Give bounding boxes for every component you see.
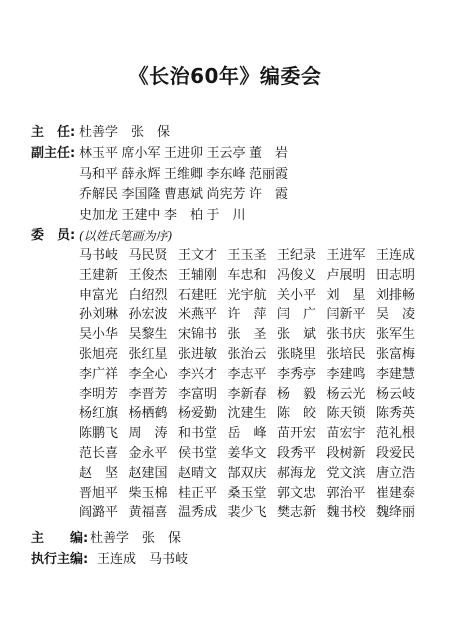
person-name: 金永平	[128, 446, 168, 461]
person-name: 张书庆	[326, 327, 366, 343]
members-row	[0, 245, 450, 267]
person-name: 于 川	[206, 207, 246, 223]
person-name: 刘 星	[326, 287, 366, 303]
members-row	[0, 423, 450, 445]
person-name: 和书堂	[178, 426, 218, 442]
person-name: 唐立浩	[376, 465, 416, 481]
person-name: 郝海龙	[277, 465, 317, 481]
person-name: 杨 毅	[277, 386, 317, 402]
person-name: 张进敏	[178, 347, 218, 362]
person-name: 段爱民	[376, 446, 416, 461]
person-name: 薛永辉	[121, 166, 161, 182]
person-name: 段树新	[326, 446, 366, 461]
person-name: 岳 峰	[227, 426, 267, 442]
members-row	[0, 384, 450, 406]
vice-director-row	[0, 205, 450, 227]
person-name: 赵建国	[128, 465, 168, 481]
person-name: 党文滨	[326, 465, 366, 481]
vice-director-row	[0, 143, 450, 165]
person-name: 郜双庆	[227, 465, 267, 481]
person-name: 姜华文	[227, 446, 267, 461]
person-name: 史加龙	[79, 207, 119, 223]
person-name: 李秀亭	[277, 366, 317, 382]
person-name: 曹惠斌	[164, 187, 204, 202]
person-name: 张军生	[376, 327, 416, 343]
person-name: 张治云	[227, 347, 267, 362]
person-name: 张晓里	[277, 347, 317, 362]
person-name: 白绍烈	[128, 287, 168, 303]
members-row	[0, 265, 450, 287]
person-name: 王维卿	[164, 166, 204, 182]
person-name: 孙刘琳	[79, 307, 119, 323]
person-name: 吴黎生	[128, 327, 168, 343]
chief-editor-row	[0, 528, 450, 550]
page-title: 《长治60年》编委会	[128, 64, 322, 88]
person-name: 孙宏波	[128, 307, 168, 323]
person-name: 许 霞	[249, 187, 289, 202]
person-name: 陈秀英	[376, 406, 416, 422]
members-label: 委 员:	[31, 228, 76, 243]
person-name: 王纪录	[277, 248, 317, 263]
person-name: 晋旭平	[79, 485, 119, 501]
person-name: 郭治平	[326, 485, 366, 501]
person-name: 马民贤	[128, 248, 168, 263]
person-name: 石建旺	[178, 287, 218, 303]
members-row	[0, 324, 450, 346]
person-name: 闫新平	[326, 307, 366, 323]
person-name: 王云亭	[206, 146, 246, 161]
person-name: 崔建泰	[376, 485, 416, 501]
person-name: 张红星	[128, 347, 168, 362]
person-name: 车忠和	[227, 267, 267, 283]
members-row	[0, 403, 450, 425]
person-name: 段秀平	[277, 446, 317, 461]
person-name: 魏绛丽	[376, 505, 416, 521]
members-row	[0, 364, 450, 386]
person-name: 林玉平	[79, 146, 119, 161]
person-name: 桂正平	[178, 485, 218, 501]
person-name: 李建慧	[376, 366, 416, 382]
person-name: 李晋芳	[128, 386, 168, 402]
members-row	[0, 285, 450, 307]
person-name: 范长喜	[79, 446, 119, 461]
person-name: 苗宏宇	[326, 426, 366, 442]
person-name: 陈天锁	[326, 406, 366, 422]
vice-director-row	[0, 164, 450, 186]
person-name: 闫 广	[277, 307, 317, 323]
executive-editor-names: 王连成 马书岐	[97, 552, 189, 567]
members-row	[0, 304, 450, 326]
person-name: 陈鹏飞	[79, 426, 119, 442]
person-name: 申富光	[79, 287, 119, 303]
person-name: 杨红旗	[79, 406, 119, 422]
person-name: 关小平	[277, 287, 317, 303]
person-name: 马和平	[79, 166, 119, 182]
person-name: 张培民	[326, 347, 366, 362]
person-name: 乔解民	[79, 187, 119, 202]
person-name: 马书岐	[79, 248, 119, 263]
person-name: 王建新	[79, 267, 119, 283]
members-row	[0, 344, 450, 366]
person-name: 宋锦书	[178, 327, 218, 343]
person-name: 王俊杰	[128, 267, 168, 283]
director-row	[0, 122, 450, 144]
person-name: 郭文忠	[277, 485, 317, 501]
person-name: 桑玉堂	[227, 485, 267, 501]
person-name: 张 圣	[227, 327, 267, 343]
person-name: 田志明	[376, 267, 416, 283]
person-name: 吴 凌	[376, 307, 416, 323]
person-name: 赵 坚	[79, 465, 119, 481]
person-name: 李志平	[227, 366, 267, 382]
person-name: 赵晴文	[178, 465, 218, 481]
person-name: 张富梅	[376, 347, 416, 362]
person-name: 王辅刚	[178, 267, 218, 283]
person-name: 黄福喜	[128, 505, 168, 521]
person-name: 阎潞平	[79, 505, 119, 521]
person-name: 魏书校	[326, 505, 366, 521]
person-name: 董 岩	[249, 146, 289, 161]
person-name: 李全心	[128, 366, 168, 382]
director-label: 主 任:	[31, 125, 76, 140]
person-name: 陈 皎	[277, 406, 317, 422]
chief-editor-names: 杜善学 张 保	[90, 531, 182, 546]
person-name: 张 斌	[277, 327, 317, 343]
person-name: 李富明	[178, 386, 218, 402]
person-name: 席小军	[121, 146, 161, 161]
person-name: 李东峰	[206, 166, 246, 182]
person-name: 冯俊义	[277, 267, 317, 283]
person-name: 沈建生	[227, 406, 267, 422]
members-row	[0, 483, 450, 505]
members-row	[0, 502, 450, 524]
person-name: 杨云光	[326, 386, 366, 402]
executive-editor-label: 执行主编:	[31, 552, 89, 567]
person-name: 柴玉棉	[128, 485, 168, 501]
person-name: 杨爱勤	[178, 406, 218, 422]
person-name: 杨栖鹤	[128, 406, 168, 422]
person-name: 周 涛	[128, 426, 168, 442]
person-name: 许 萍	[227, 307, 267, 323]
members-order-note: (以姓氏笔画为序)	[79, 229, 173, 243]
person-name: 苗开宏	[277, 426, 317, 442]
person-name: 裴少飞	[227, 505, 267, 521]
person-name: 李建鸣	[326, 366, 366, 382]
person-name: 王进卯	[164, 146, 204, 161]
person-name: 吴小华	[79, 327, 119, 343]
members-row	[0, 463, 450, 485]
person-name: 温秀成	[178, 505, 218, 521]
person-name: 侯书堂	[178, 446, 218, 461]
executive-editor-row	[0, 549, 450, 571]
person-name: 王建中	[121, 207, 161, 223]
person-name: 李明芳	[79, 386, 119, 402]
person-name: 李新春	[227, 386, 267, 402]
director-names: 杜善学 张 保	[79, 125, 171, 140]
person-name: 刘排畅	[376, 287, 416, 303]
person-name: 范礼根	[376, 426, 416, 442]
person-name: 李兴才	[178, 366, 218, 382]
person-name: 米燕平	[178, 307, 218, 323]
person-name: 李国隆	[121, 187, 161, 202]
person-name: 尚宪芳	[206, 187, 246, 202]
person-name: 卢展明	[326, 267, 366, 283]
person-name: 樊志新	[277, 505, 317, 521]
members-header-row	[0, 225, 450, 247]
person-name: 王文才	[178, 248, 218, 263]
person-name: 张旭亮	[79, 347, 119, 362]
person-name: 王玉圣	[227, 248, 267, 263]
members-row	[0, 443, 450, 465]
person-name: 范丽霞	[249, 166, 289, 182]
vice-director-row	[0, 184, 450, 206]
chief-editor-label: 主 编:	[31, 531, 89, 546]
vice-director-label: 副主任:	[31, 146, 76, 161]
person-name: 王连成	[376, 248, 416, 263]
person-name: 李广祥	[79, 366, 119, 382]
person-name: 光宇航	[227, 287, 267, 303]
person-name: 李 柏	[164, 207, 204, 223]
person-name: 王进军	[326, 248, 366, 263]
person-name: 杨云岐	[376, 386, 416, 402]
